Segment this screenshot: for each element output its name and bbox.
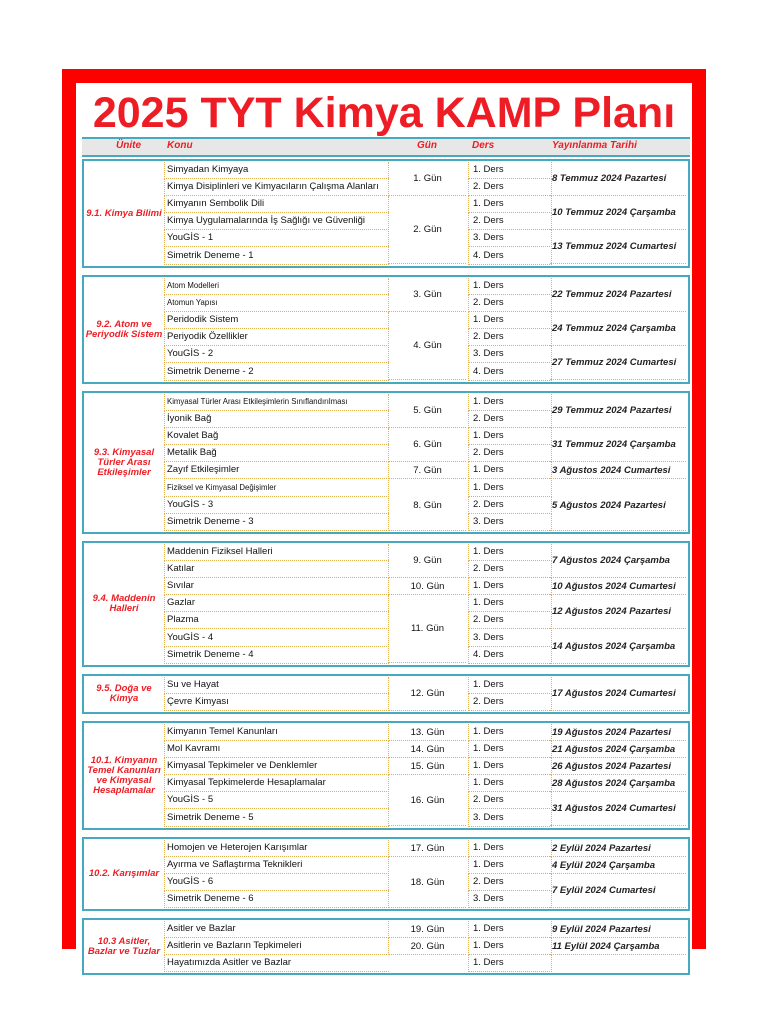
unite-label: 10.3 Asitler, Bazlar ve Tuzlar bbox=[87, 935, 161, 957]
ders-cell: 4. Ders bbox=[468, 647, 552, 664]
gun-cell: 17. Gün bbox=[388, 840, 466, 857]
ders-cell: 1. Ders bbox=[468, 724, 552, 741]
konu-cell: Periyodik Özellikler bbox=[164, 329, 389, 346]
gun-cell: 10. Gün bbox=[388, 578, 466, 595]
ders-cell: 4. Ders bbox=[468, 364, 552, 381]
ders-cell: 1. Ders bbox=[468, 480, 552, 497]
tarih-cell: 13 Temmuz 2024 Cumartesi bbox=[550, 230, 686, 264]
gun-cell: 5. Gün bbox=[388, 394, 466, 428]
ders-cell: 2. Ders bbox=[468, 612, 552, 629]
ders-cell: 1. Ders bbox=[468, 278, 552, 295]
unit-section bbox=[82, 918, 690, 975]
table-header bbox=[82, 137, 690, 157]
ders-cell: 1. Ders bbox=[468, 578, 552, 595]
konu-cell: Kimyanın Temel Kanunları bbox=[164, 724, 389, 741]
ders-cell: 2. Ders bbox=[468, 295, 552, 312]
ders-cell: 1. Ders bbox=[468, 312, 552, 329]
konu-cell: Katılar bbox=[164, 561, 389, 578]
gun-cell: 12. Gün bbox=[388, 677, 466, 711]
plan-sheet bbox=[76, 83, 692, 968]
ders-cell: 2. Ders bbox=[468, 213, 552, 230]
konu-cell: Su ve Hayat bbox=[164, 677, 389, 694]
ders-cell: 1. Ders bbox=[468, 428, 552, 445]
konu-cell: Maddenin Fiziksel Halleri bbox=[164, 544, 389, 561]
ders-cell: 1. Ders bbox=[468, 857, 552, 874]
ders-cell: 2. Ders bbox=[468, 329, 552, 346]
konu-cell: Asitler ve Bazlar bbox=[164, 921, 389, 938]
header-konu: Konu bbox=[167, 140, 193, 151]
gun-cell: 13. Gün bbox=[388, 724, 466, 741]
tarih-cell: 10 Temmuz 2024 Çarşamba bbox=[550, 196, 686, 230]
unite-label: 9.3. Kimyasal Türler Arası Etkileşimler bbox=[93, 446, 155, 478]
tarih-cell: 19 Ağustos 2024 Pazartesi bbox=[550, 724, 686, 741]
konu-cell: YouGİS - 3 bbox=[164, 497, 389, 514]
unit-section bbox=[82, 674, 690, 714]
gun-cell: 2. Gün bbox=[388, 196, 466, 264]
konu-cell: Asitlerin ve Bazların Tepkimeleri bbox=[164, 938, 389, 955]
ders-cell: 1. Ders bbox=[468, 462, 552, 479]
tarih-cell: 29 Temmuz 2024 Pazartesi bbox=[550, 394, 686, 428]
konu-cell: Peridodik Sistem bbox=[164, 312, 389, 329]
tarih-cell: 3 Ağustos 2024 Cumartesi bbox=[550, 462, 686, 479]
tarih-cell: 10 Ağustos 2024 Cumartesi bbox=[550, 578, 686, 595]
tarih-cell: 31 Temmuz 2024 Çarşamba bbox=[550, 428, 686, 462]
tarih-cell: 8 Temmuz 2024 Pazartesi bbox=[550, 162, 686, 196]
konu-cell: YouGİS - 4 bbox=[164, 630, 389, 647]
tarih-cell: 26 Ağustos 2024 Pazartesi bbox=[550, 758, 686, 775]
tarih-cell: 14 Ağustos 2024 Çarşamba bbox=[550, 630, 686, 664]
ders-cell: 2. Ders bbox=[468, 411, 552, 428]
konu-cell: Simyadan Kimyaya bbox=[164, 162, 389, 179]
konu-cell: Plazma bbox=[164, 612, 389, 629]
gun-cell: 7. Gün bbox=[388, 462, 466, 479]
konu-cell: Atomun Yapısı bbox=[164, 295, 389, 312]
header-ders: Ders bbox=[472, 140, 495, 151]
ders-cell: 1. Ders bbox=[468, 544, 552, 561]
konu-cell: Çevre Kimyası bbox=[164, 694, 389, 711]
konu-cell: Mol Kavramı bbox=[164, 741, 389, 758]
konu-cell: Simetrik Deneme - 3 bbox=[164, 514, 389, 531]
konu-cell: YouGİS - 1 bbox=[164, 230, 389, 247]
unite-label: 9.2. Atom ve Periyodik Sistem bbox=[85, 318, 163, 340]
konu-cell: Atom Modelleri bbox=[164, 278, 389, 295]
unit-section bbox=[82, 391, 690, 534]
konu-cell: Simetrik Deneme - 4 bbox=[164, 647, 389, 664]
konu-cell: YouGİS - 6 bbox=[164, 874, 389, 891]
unit-section bbox=[82, 541, 690, 667]
unit-section bbox=[82, 159, 690, 268]
gun-cell: 3. Gün bbox=[388, 278, 466, 312]
unit-section bbox=[82, 275, 690, 384]
unit-section bbox=[82, 721, 690, 830]
konu-cell: Kimyanın Sembolik Dili bbox=[164, 196, 389, 213]
ders-cell: 1. Ders bbox=[468, 758, 552, 775]
konu-cell: Simetrik Deneme - 1 bbox=[164, 248, 389, 265]
tarih-cell: 31 Ağustos 2024 Cumartesi bbox=[550, 792, 686, 826]
ders-cell: 1. Ders bbox=[468, 162, 552, 179]
ders-cell: 2. Ders bbox=[468, 445, 552, 462]
unite-label: 10.1. Kimyanın Temel Kanunları ve Kimyasal Hesaplamalar bbox=[87, 754, 161, 796]
ders-cell: 3. Ders bbox=[468, 630, 552, 647]
konu-cell: Kimya Uygulamalarında İş Sağlığı ve Güvenliği bbox=[164, 213, 389, 230]
konu-cell: Fiziksel ve Kimyasal Değişimler bbox=[164, 480, 389, 497]
konu-cell: Homojen ve Heterojen Karışımlar bbox=[164, 840, 389, 857]
header-tarih: Yayınlanma Tarihi bbox=[552, 140, 637, 151]
ders-cell: 1. Ders bbox=[468, 595, 552, 612]
tarih-cell: 11 Eylül 2024 Çarşamba bbox=[550, 938, 686, 955]
konu-cell: Ayırma ve Saflaştırma Teknikleri bbox=[164, 857, 389, 874]
konu-cell: Gazlar bbox=[164, 595, 389, 612]
tarih-cell: 7 Ağustos 2024 Çarşamba bbox=[550, 544, 686, 578]
gun-cell: 1. Gün bbox=[388, 162, 466, 196]
unite-label: 9.5. Doğa ve Kimya bbox=[96, 683, 152, 704]
unit-section bbox=[82, 837, 690, 911]
konu-cell: YouGİS - 5 bbox=[164, 792, 389, 809]
tarih-cell: 22 Temmuz 2024 Pazartesi bbox=[550, 278, 686, 312]
tarih-cell: 24 Temmuz 2024 Çarşamba bbox=[550, 312, 686, 346]
gun-cell: 19. Gün bbox=[388, 921, 466, 938]
konu-cell: Simetrik Deneme - 6 bbox=[164, 891, 389, 908]
tarih-cell: 9 Eylül 2024 Pazartesi bbox=[550, 921, 686, 938]
ders-cell: 2. Ders bbox=[468, 561, 552, 578]
ders-cell: 3. Ders bbox=[468, 810, 552, 827]
ders-cell: 1. Ders bbox=[468, 921, 552, 938]
konu-cell: Kimyasal Tepkimeler ve Denklemler bbox=[164, 758, 389, 775]
konu-cell: Kimya Disiplinleri ve Kimyacıların Çalışma Alanları bbox=[164, 179, 389, 196]
tarih-cell: 7 Eylül 2024 Cumartesi bbox=[550, 874, 686, 908]
ders-cell: 1. Ders bbox=[468, 775, 552, 792]
ders-cell: 4. Ders bbox=[468, 248, 552, 265]
gun-cell: 6. Gün bbox=[388, 428, 466, 462]
page-title: 2025 TYT Kimya KAMP Planı bbox=[92, 89, 676, 137]
gun-cell: 16. Gün bbox=[388, 775, 466, 826]
konu-cell: Kimyasal Tepkimelerde Hesaplamalar bbox=[164, 775, 389, 792]
ders-cell: 1. Ders bbox=[468, 955, 552, 972]
gun-cell: 11. Gün bbox=[388, 595, 466, 663]
header-unite: Ünite bbox=[116, 140, 141, 151]
header-gun: Gün bbox=[417, 140, 437, 151]
konu-cell: Simetrik Deneme - 2 bbox=[164, 364, 389, 381]
ders-cell: 2. Ders bbox=[468, 497, 552, 514]
tarih-cell: 2 Eylül 2024 Pazartesi bbox=[550, 840, 686, 857]
tarih-cell: 12 Ağustos 2024 Pazartesi bbox=[550, 595, 686, 629]
konu-cell: İyonik Bağ bbox=[164, 411, 389, 428]
konu-cell: Kimyasal Türler Arası Etkileşimlerin Sınıflandırılması bbox=[164, 394, 389, 411]
konu-cell: Sıvılar bbox=[164, 578, 389, 595]
ders-cell: 1. Ders bbox=[468, 938, 552, 955]
konu-cell: YouGİS - 2 bbox=[164, 346, 389, 363]
konu-cell: Zayıf Etkileşimler bbox=[164, 462, 389, 479]
table-row bbox=[84, 955, 688, 972]
konu-cell: Hayatımızda Asitler ve Bazlar bbox=[164, 955, 389, 972]
ders-cell: 1. Ders bbox=[468, 196, 552, 213]
ders-cell: 3. Ders bbox=[468, 891, 552, 908]
tarih-cell: 28 Ağustos 2024 Çarşamba bbox=[550, 775, 686, 792]
konu-cell: Metalik Bağ bbox=[164, 445, 389, 462]
ders-cell: 2. Ders bbox=[468, 179, 552, 196]
ders-cell: 3. Ders bbox=[468, 230, 552, 247]
unite-label: 9.4. Maddenin Halleri bbox=[92, 593, 156, 614]
unite-label: 10.2. Karışımlar bbox=[88, 868, 160, 879]
gun-cell: 15. Gün bbox=[388, 758, 466, 775]
gun-cell: 4. Gün bbox=[388, 312, 466, 380]
gun-cell: 14. Gün bbox=[388, 741, 466, 758]
tarih-cell: 4 Eylül 2024 Çarşamba bbox=[550, 857, 686, 874]
ders-cell: 1. Ders bbox=[468, 741, 552, 758]
red-frame bbox=[62, 69, 706, 968]
tarih-cell: 21 Ağustos 2024 Çarşamba bbox=[550, 741, 686, 758]
gun-cell: 8. Gün bbox=[388, 480, 466, 531]
tarih-cell: 17 Ağustos 2024 Cumartesi bbox=[550, 677, 686, 711]
ders-cell: 3. Ders bbox=[468, 514, 552, 531]
konu-cell: Simetrik Deneme - 5 bbox=[164, 810, 389, 827]
ders-cell: 1. Ders bbox=[468, 840, 552, 857]
konu-cell: Kovalet Bağ bbox=[164, 428, 389, 445]
ders-cell: 2. Ders bbox=[468, 874, 552, 891]
tarih-cell: 27 Temmuz 2024 Cumartesi bbox=[550, 346, 686, 380]
gun-cell: 20. Gün bbox=[388, 938, 466, 955]
tarih-cell: 5 Ağustos 2024 Pazartesi bbox=[550, 480, 686, 531]
gun-cell: 9. Gün bbox=[388, 544, 466, 578]
ders-cell: 2. Ders bbox=[468, 694, 552, 711]
gun-cell: 18. Gün bbox=[388, 857, 466, 908]
ders-cell: 3. Ders bbox=[468, 346, 552, 363]
ders-cell: 2. Ders bbox=[468, 792, 552, 809]
ders-cell: 1. Ders bbox=[468, 677, 552, 694]
unite-label: 9.1. Kimya Bilimi bbox=[86, 207, 162, 219]
ders-cell: 1. Ders bbox=[468, 394, 552, 411]
